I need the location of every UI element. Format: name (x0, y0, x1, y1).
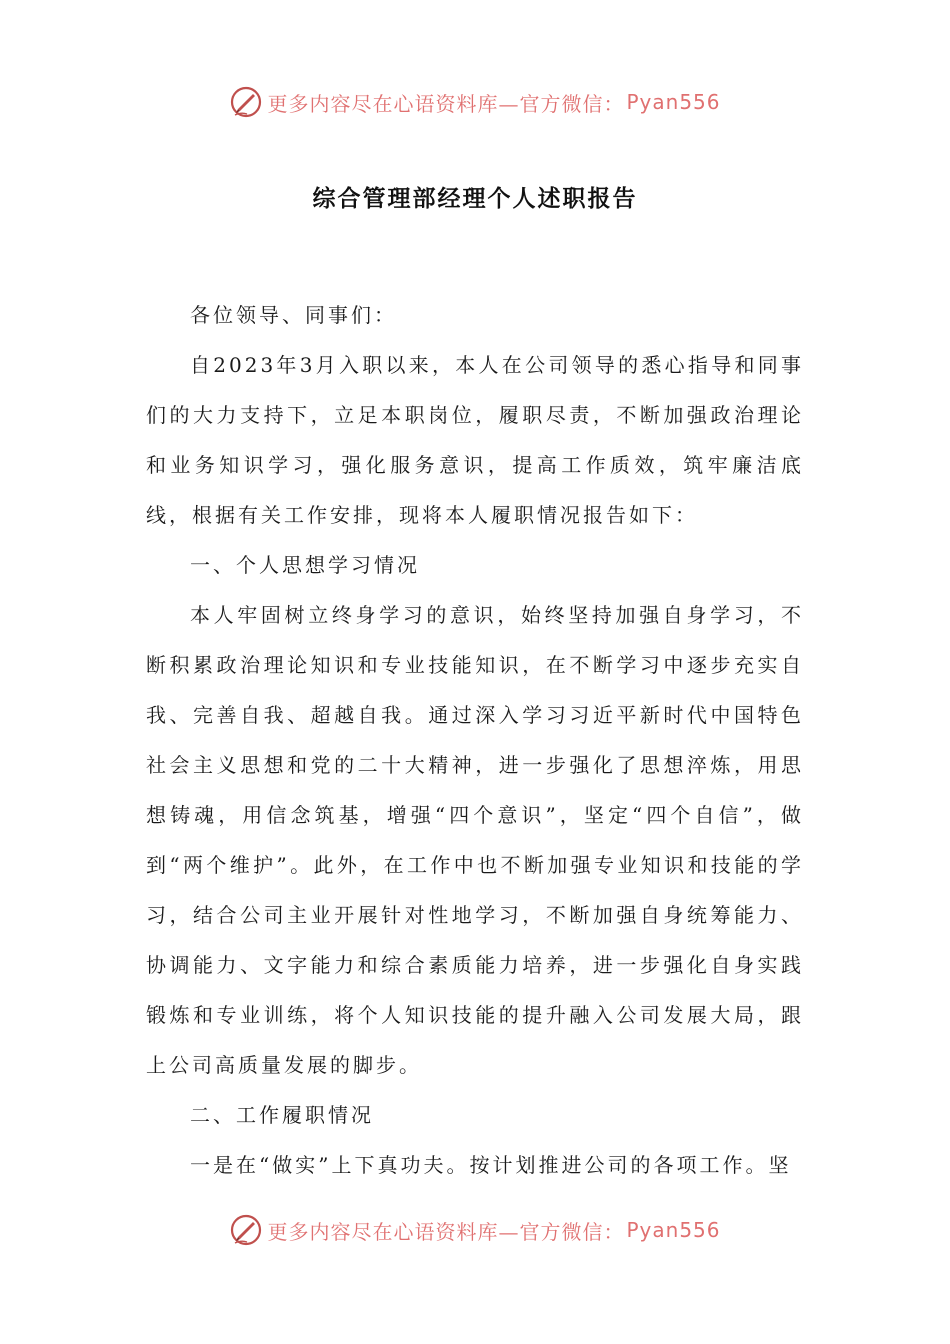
section-heading-2: 二、工作履职情况 (190, 1103, 374, 1127)
watermark-id: Pyan556 (626, 90, 721, 114)
document-body (146, 290, 804, 1190)
pen-logo-icon (229, 1213, 263, 1247)
salutation: 各位领导、同事们： (190, 303, 397, 327)
header-watermark (0, 82, 950, 122)
watermark-id: Pyan556 (626, 1218, 721, 1242)
study-paragraph: 本人牢固树立终身学习的意识，始终坚持加强自身学习，不断积累政治理论知识和专业技能知识，在不断学习中逐步充实自我、完善自我、超越自我。通过深入学习习近平新时代中国特色社会主义思想和党的二十大精神，进一步强化了思想淬炼，用思想铸魂，用信念筑基，增强“四个意识”，坚定“四个自信”，做到“两个维护”。此外，在工作中也不断加强专业知识和技能的学习，结合公司主业开展针对性地学习，不断加强自身统筹能力、协调能力、文字能力和综合素质能力培养，进一步强化自身实践锻炼和专业训练，将个人知识技能的提升融入公司发展大局，跟上公司高质量发展的脚步。 (146, 603, 804, 1077)
document-title: 综合管理部经理个人述职报告 (312, 185, 638, 212)
footer-watermark (0, 1210, 950, 1250)
watermark-text: 更多内容尽在心语资料库—官方微信： (267, 1219, 625, 1244)
intro-paragraph: 自2023年3月入职以来，本人在公司领导的悉心指导和同事们的大力支持下，立足本职岗位，履职尽责，不断加强政治理论和业务知识学习，强化服务意识，提高工作质效，筑牢廉洁底线，根据有关工作安排，现将本人履职情况报告如下： (146, 353, 804, 527)
section-heading-1: 一、个人思想学习情况 (190, 553, 420, 577)
work-paragraph: 一是在“做实”上下真功夫。按计划推进公司的各项工作。坚 (190, 1153, 792, 1177)
pen-logo-icon (229, 85, 263, 119)
watermark-text: 更多内容尽在心语资料库—官方微信： (267, 91, 625, 116)
